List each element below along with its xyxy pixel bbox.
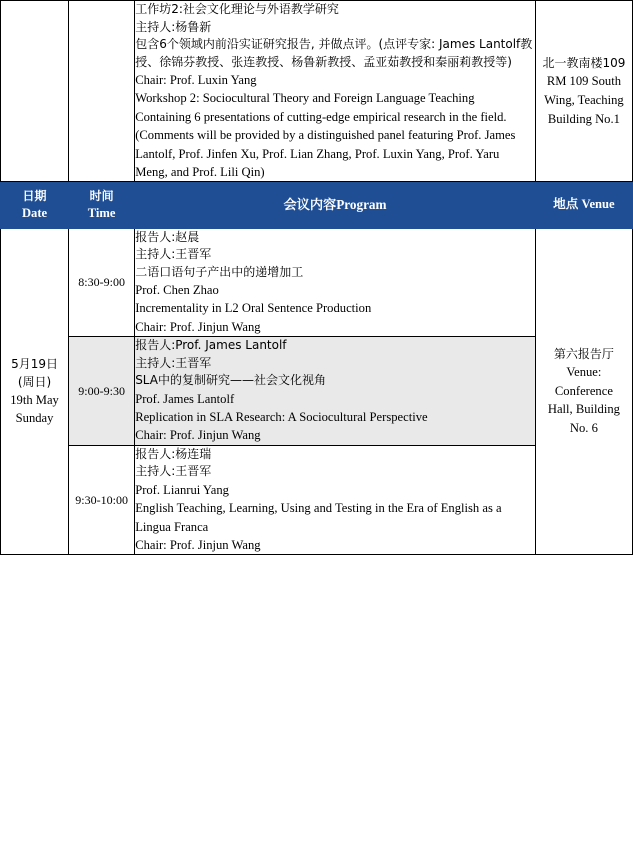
workshop-title-cn: 工作坊2:社会文化理论与外语教学研究 <box>135 2 339 16</box>
session-3-speaker-cn: 报告人:杨连瑞 <box>135 446 212 461</box>
table-row <box>1 1 633 182</box>
day-venue-cn: 第六报告厅 <box>553 346 614 361</box>
session-1-title-cn: 二语口语句子产出中的递增加工 <box>135 264 304 279</box>
session-program-3 <box>135 445 536 555</box>
session-time-2: 9:00-9:30 <box>69 337 135 446</box>
workshop-desc-en: Containing 6 presentations of cutting-edge empirical research in the field. (Comments will be provided by a distinguished panel featuring Prof. James Lantolf, Prof. Jinfen Xu, Prof. Lian Zhang, Prof. Luxin Yang, Prof. Yaru Meng, and Prof. Lili Qin) <box>135 109 516 179</box>
header-date-en: Date <box>21 205 48 220</box>
session-2-chair-cn: 主持人:王晋军 <box>135 355 212 370</box>
header-time-en: Time <box>87 205 116 220</box>
workshop-title-en: Workshop 2: Sociocultural Theory and Foreign Language Teaching <box>135 91 475 106</box>
workshop-chair-en: Chair: Prof. Luxin Yang <box>135 73 257 88</box>
session-3-title-en: English Teaching, Learning, Using and Testing in the Era of English as a Lingua Franca <box>135 501 502 534</box>
session-3-chair-cn: 主持人:王晋军 <box>135 464 212 479</box>
session-3-chair-en: Chair: Prof. Jinjun Wang <box>135 538 261 552</box>
time-cell-empty <box>69 1 135 182</box>
day-venue-en-4: No. 6 <box>569 421 598 436</box>
header-time-cn: 时间 <box>89 189 114 204</box>
day-date-line-4: Sunday <box>15 411 54 426</box>
header-date <box>1 182 69 228</box>
workshop-chair-cn: 主持人:杨鲁新 <box>135 19 212 34</box>
day-date-line-2: (周日) <box>17 374 52 389</box>
session-2-title-en: Replication in SLA Research: A Sociocultural Perspective <box>135 410 428 425</box>
session-program-1 <box>135 228 536 337</box>
day-date-cell <box>1 228 69 555</box>
day-venue-en-1: Venue: <box>566 364 602 379</box>
workshop-venue-en-1: RM 109 South <box>546 73 621 88</box>
workshop-venue-cell <box>535 1 632 182</box>
table-row <box>1 228 633 337</box>
session-1-speaker-cn: 报告人:赵晨 <box>135 229 200 244</box>
date-cell-empty <box>1 1 69 182</box>
session-2-title-cn: SLA中的复制研究——社会文化视角 <box>135 373 326 388</box>
session-program-2 <box>135 337 536 446</box>
header-venue: 地点 Venue <box>535 182 632 228</box>
table-header-row <box>1 182 633 228</box>
header-time <box>69 182 135 228</box>
session-2-speaker-cn: 报告人:Prof. James Lantolf <box>135 338 287 353</box>
workshop-venue-en-2: Wing, Teaching <box>544 92 624 107</box>
workshop-venue-cn: 北一教南楼109 <box>542 55 626 70</box>
day-venue-en-3: Hall, Building <box>547 402 620 417</box>
day-date-line-3: 19th May <box>10 392 59 407</box>
session-time-1: 8:30-9:00 <box>69 228 135 337</box>
session-1-chair-en: Chair: Prof. Jinjun Wang <box>135 319 261 334</box>
workshop-program-cell <box>135 1 536 182</box>
session-2-chair-en: Chair: Prof. Jinjun Wang <box>135 428 261 443</box>
header-date-cn: 日期 <box>22 189 47 204</box>
session-1-speaker-en: Prof. Chen Zhao <box>135 283 219 298</box>
session-time-3: 9:30-10:00 <box>69 445 135 555</box>
session-3-speaker-en: Prof. Lianrui Yang <box>135 482 229 497</box>
day-date-line-1: 5月19日 <box>11 356 58 371</box>
workshop-desc-cn: 包含6个领域内前沿实证研究报告, 并做点评。(点评专家: James Lantolf教授、徐锦芬教授、张连教授、杨鲁新教授、孟亚茹教授和秦丽莉教授等) <box>135 37 533 69</box>
workshop-venue-en-3: Building No.1 <box>547 111 620 126</box>
day-venue-cell <box>535 228 632 555</box>
session-1-chair-cn: 主持人:王晋军 <box>135 247 212 262</box>
session-1-title-en: Incrementality in L2 Oral Sentence Production <box>135 301 372 316</box>
header-program: 会议内容Program <box>135 182 536 228</box>
day-venue-en-2: Conference <box>554 383 613 398</box>
session-2-speaker-en: Prof. James Lantolf <box>135 391 235 406</box>
